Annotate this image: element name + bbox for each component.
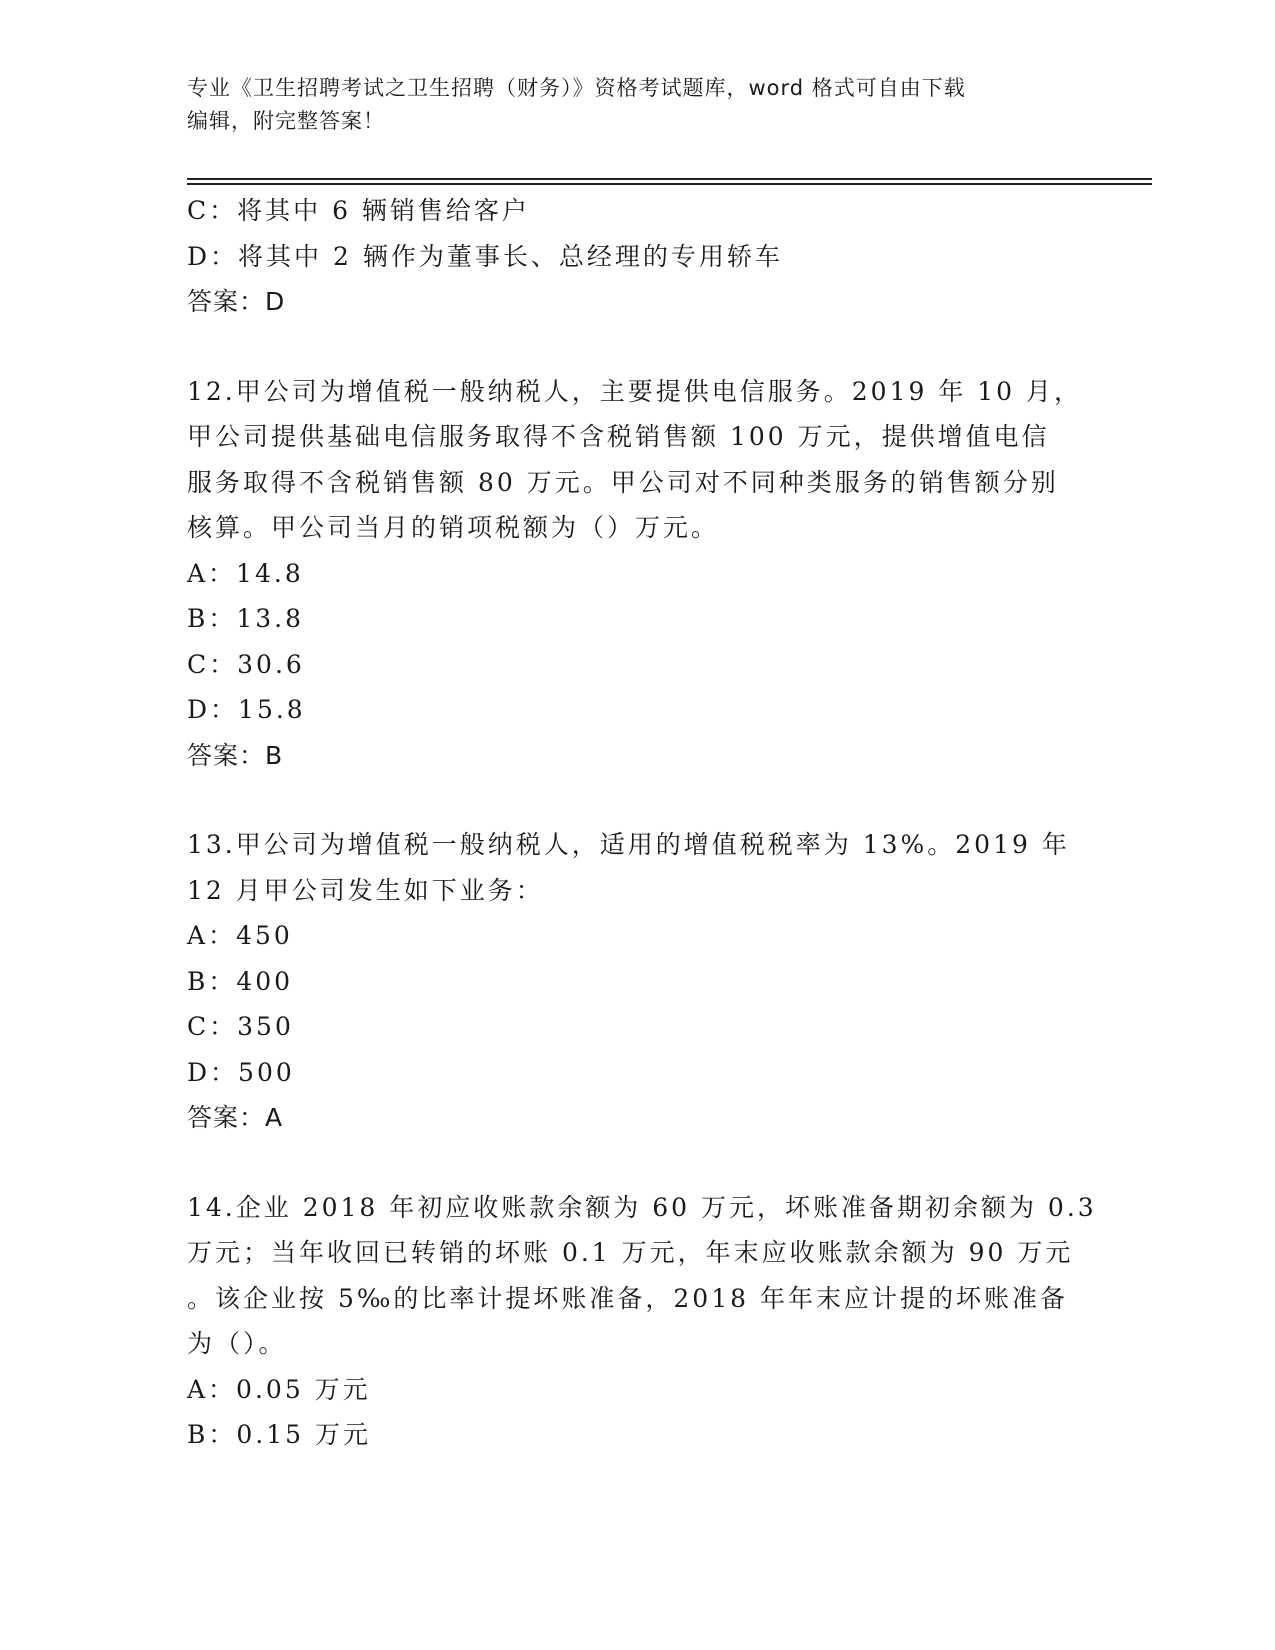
question-text-line: 13.甲公司为增值税一般纳税人，适用的增值税税率为 13%。2019 年: [187, 830, 1070, 859]
option-line: A：14.8: [187, 558, 304, 588]
question-text-line: 万元；当年收回已转销的坏账 0.1 万元，年末应收账款余额为 90 万元: [187, 1238, 1074, 1267]
question-block-13: [187, 822, 1087, 1141]
question-block-14: [187, 1185, 1097, 1458]
question-block-11: [187, 188, 1087, 325]
question-text-line: 14.企业 2018 年初应收账款余额为 60 万元，坏账准备期初余额为 0.3: [187, 1192, 1097, 1222]
spacer: [187, 325, 1087, 369]
answer-line: 答案：D: [187, 287, 286, 316]
option-line: B：0.15 万元: [187, 1420, 371, 1449]
option-line: D：500: [187, 1057, 295, 1087]
option-line: B：400: [187, 966, 294, 996]
spacer: [187, 778, 1087, 822]
question-text-line: 核算。甲公司当月的销项税额为（）万元。: [187, 513, 720, 542]
option-line: D：将其中 2 辆作为董事长、总经理的专用轿车: [187, 241, 783, 271]
answer-line: 答案：A: [187, 1103, 284, 1132]
option-line: C：30.6: [187, 649, 305, 679]
option-line: D：15.8: [187, 695, 306, 724]
question-text-line: 。该企业按 5‰的比率计提坏账准备，2018 年年末应计提的坏账准备: [187, 1283, 1068, 1313]
question-text-line: 甲公司提供基础电信服务取得不含税销售额 100 万元，提供增值电信: [187, 422, 1050, 451]
option-line: B：13.8: [187, 604, 305, 633]
question-text-line: 为（）。: [187, 1329, 287, 1358]
answer-line: 答案：B: [187, 740, 284, 770]
question-list: [187, 188, 1097, 1458]
option-line: A：0.05 万元: [187, 1374, 371, 1404]
header-divider-bottom: [187, 183, 1152, 185]
spacer: [187, 1141, 1087, 1185]
header-line: 编辑，附完整答案！: [187, 109, 385, 133]
question-block-12: [187, 369, 1087, 779]
document-header: [187, 72, 1067, 138]
question-text-line: 12.甲公司为增值税一般纳税人，主要提供电信服务。2019 年 10 月，: [187, 376, 1083, 406]
option-line: C：350: [187, 1012, 294, 1041]
header-line: 专业《卫生招聘考试之卫生招聘（财务）》资格考试题库，word 格式可自由下载: [187, 76, 966, 100]
option-line: A：450: [187, 921, 293, 950]
question-text-line: 服务取得不含税销售额 80 万元。甲公司对不同种类服务的销售额分别: [187, 467, 1059, 497]
header-divider-top: [187, 178, 1152, 180]
question-text-line: 12 月甲公司发生如下业务：: [187, 875, 544, 905]
option-line: C：将其中 6 辆销售给客户: [187, 196, 530, 225]
